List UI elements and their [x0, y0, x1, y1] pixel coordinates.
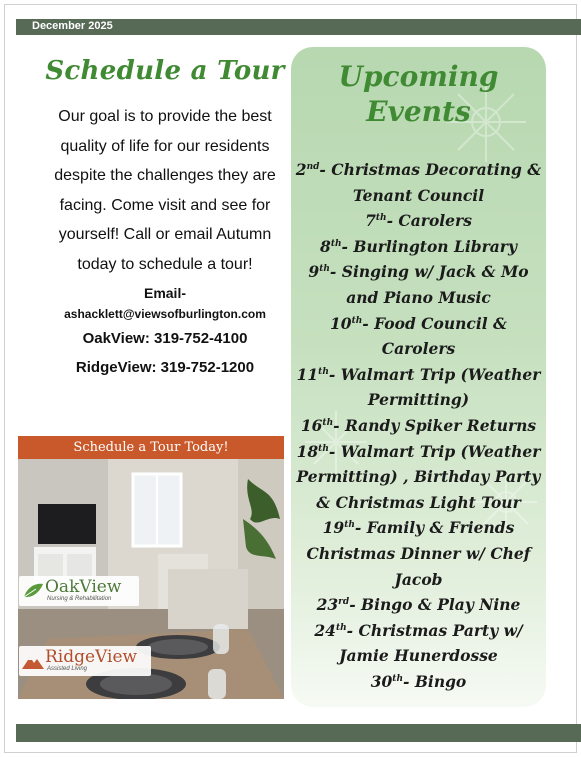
event-day-suffix: th: [318, 443, 329, 454]
event-day: 24: [314, 620, 336, 640]
ridgeview-logo-subtitle: Assisted Living: [47, 666, 88, 672]
event-text: - Singing w/ Jack & Mo: [329, 262, 529, 282]
event-item: [295, 618, 542, 669]
event-line: [295, 157, 542, 183]
footer-bar: [16, 724, 581, 742]
tour-line: facing. Come visit and see for: [59, 196, 271, 214]
event-item: [295, 439, 542, 516]
event-day-suffix: th: [344, 520, 355, 531]
event-text: - Randy Spiker Returns: [333, 415, 537, 435]
tour-line: today to schedule a tour!: [77, 255, 253, 273]
tour-line: Our goal is to provide the best: [58, 108, 272, 125]
event-item: [295, 669, 542, 695]
event-line: [295, 234, 542, 260]
tour-title: Schedule a Tour: [45, 56, 285, 86]
event-item: [295, 208, 542, 234]
event-line: [295, 541, 542, 567]
event-text: Permitting): [367, 390, 470, 410]
event-text: - Family & Friends: [354, 518, 515, 538]
ridgeview-logo-text: RidgeView: [45, 647, 138, 667]
mountain-icon: [22, 651, 44, 671]
event-line: [295, 439, 542, 465]
ridgeview-logo: [19, 646, 151, 676]
event-text: - Bingo & Play Nine: [349, 595, 521, 615]
events-list: [295, 157, 542, 694]
event-day-suffix: th: [351, 315, 363, 326]
oak-leaf-icon: [22, 581, 44, 601]
event-item: [295, 259, 542, 310]
event-day: 8: [320, 236, 331, 256]
event-item: [295, 362, 542, 413]
event-text: Permitting) , Birthday Party: [296, 467, 541, 487]
event-text: - Christmas Party w/: [346, 620, 523, 640]
event-day: 2: [295, 160, 307, 179]
event-line: [295, 208, 542, 234]
event-item: [295, 592, 542, 618]
event-day: 16: [300, 415, 323, 435]
oakview-phone: OakView: 319-752-4100: [82, 330, 248, 347]
event-text: - Walmart Trip (Weather: [328, 364, 541, 384]
event-day-suffix: th: [330, 238, 342, 249]
ridgeview-phone: RidgeView: 319-752-1200: [75, 359, 255, 376]
upcoming-events-panel: [291, 47, 546, 707]
event-item: [295, 515, 542, 592]
promo-banner: Schedule a Tour Today!: [18, 436, 284, 459]
event-line: [295, 618, 542, 644]
event-text: & Christmas Light Tour: [316, 492, 521, 512]
event-text: - Carolers: [386, 211, 472, 231]
event-line: [295, 336, 542, 362]
event-day-suffix: th: [319, 264, 330, 275]
tour-line: quality of life for our residents: [60, 137, 270, 155]
header-bar: [16, 19, 581, 35]
event-text: Carolers: [381, 339, 456, 359]
event-day-suffix: nd: [306, 161, 320, 172]
event-text: - Burlington Library: [341, 236, 517, 256]
event-day-suffix: th: [392, 673, 403, 684]
events-title: [291, 59, 546, 129]
email-label: Email-: [143, 285, 186, 301]
event-text: - Food Council &: [362, 313, 507, 333]
event-day-suffix: rd: [338, 596, 350, 607]
event-day: 11: [296, 364, 319, 384]
event-line: [295, 490, 542, 516]
tour-section: [36, 56, 294, 376]
event-line: [295, 567, 542, 593]
event-item: [295, 413, 542, 439]
event-text: - Walmart Trip (Weather: [328, 441, 541, 461]
event-text: - Christmas Decorating &: [319, 160, 542, 179]
event-line: [295, 464, 542, 490]
events-title-line: Upcoming: [338, 60, 499, 93]
event-text: Jamie Hunerdosse: [339, 646, 498, 666]
event-text: Jacob: [394, 569, 443, 589]
event-day: 23: [316, 595, 339, 615]
event-line: [295, 515, 542, 541]
oakview-logo-text: OakView: [45, 577, 122, 597]
event-line: [295, 311, 542, 337]
event-day-suffix: th: [335, 622, 347, 633]
event-day-suffix: th: [375, 213, 387, 224]
event-day: 9: [308, 262, 320, 282]
event-day: 10: [330, 313, 352, 333]
event-line: [295, 183, 542, 209]
event-item: [295, 157, 542, 208]
event-text: and Piano Music: [346, 287, 491, 307]
event-day: 7: [365, 211, 376, 231]
event-day: 19: [322, 518, 345, 538]
email-address[interactable]: ashacklett@viewsofburlington.com: [64, 307, 266, 321]
event-text: Tenant Council: [352, 185, 485, 205]
event-line: [295, 669, 542, 695]
event-line: [295, 387, 542, 413]
event-line: [295, 592, 542, 618]
event-text: - Bingo: [403, 671, 467, 691]
event-day: 18: [296, 441, 319, 461]
event-line: [295, 285, 542, 311]
event-day-suffix: th: [318, 366, 329, 377]
event-day: 30: [370, 671, 393, 691]
event-line: [295, 643, 542, 669]
oakview-logo-subtitle: Nursing & Rehabilitation: [47, 596, 112, 602]
oakview-logo: [19, 576, 139, 606]
event-line: [295, 362, 542, 388]
tour-line: despite the challenges they are: [54, 167, 276, 184]
event-line: [295, 413, 542, 439]
tour-line: yourself! Call or email Autumn: [58, 226, 272, 243]
event-item: [295, 311, 542, 362]
tour-description: [36, 102, 294, 279]
event-day-suffix: th: [322, 417, 334, 428]
newsletter-date: December 2025: [32, 20, 113, 32]
event-item: [295, 234, 542, 260]
event-text: Christmas Dinner w/ Chef: [306, 543, 531, 563]
events-title-line: Events: [366, 95, 471, 128]
event-line: [295, 259, 542, 285]
